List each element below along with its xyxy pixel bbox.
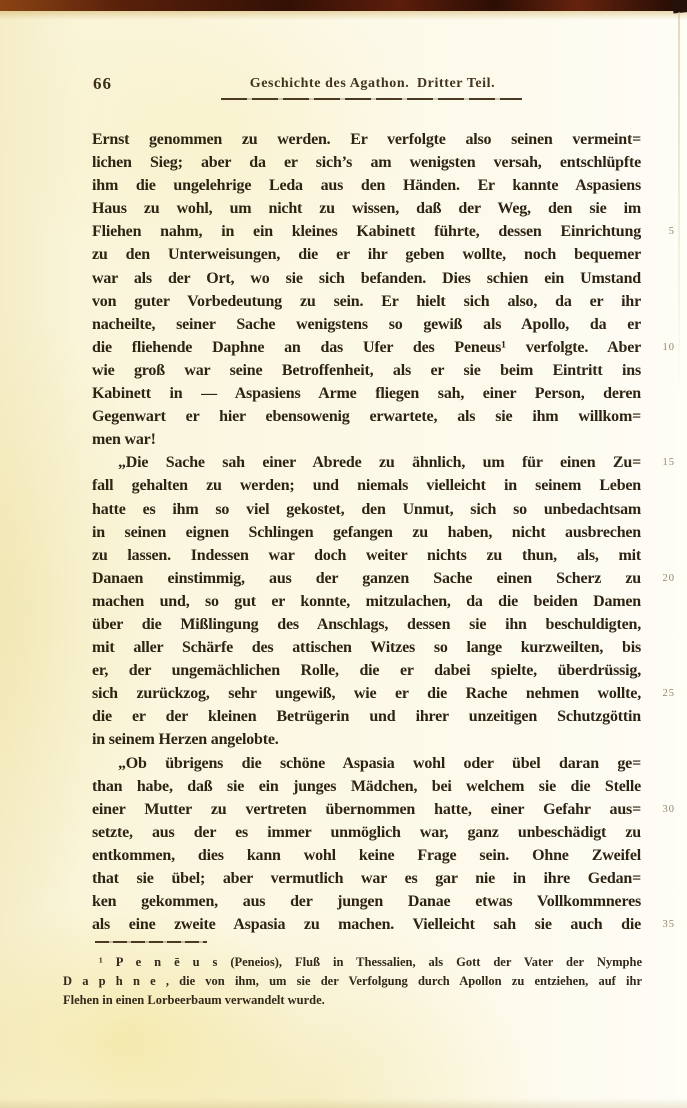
line-text: zu lassen. Indessen war doch weiter nichts zu thun, als, mit: [92, 546, 641, 564]
text-line: [92, 428, 641, 451]
line-text: in seinem Herzen angelobte.: [92, 731, 279, 749]
text-line: [92, 867, 641, 890]
line-text: entkommen, dies kann wohl keine Frage sein. Ohne Zweifel: [92, 846, 641, 864]
line-text: ihm die ungelehrige Leda aus den Händen. Er kannte Aspasiens: [92, 177, 641, 195]
margin-line-number: 5: [668, 226, 675, 238]
line-text: über die Mißlingung des Anschlags, dessen sie ihn beschuldigten,: [92, 615, 641, 633]
text-line: [92, 128, 641, 151]
line-text: machen und, so gut er konnte, mitzulachen, da die beiden Damen: [92, 592, 641, 610]
text-line: [92, 220, 675, 243]
text-line: [92, 913, 675, 936]
margin-line-number: 20: [662, 572, 675, 584]
text-line: [92, 174, 641, 197]
line-text: sich zurückzog, sehr ungewiß, wie er die Rache nehmen wollte,: [92, 685, 641, 703]
footnote: [63, 953, 642, 1010]
text-line: [92, 705, 641, 728]
text-line: [92, 359, 641, 382]
line-text: die er der kleinen Betrügerin und ihrer unzeitigen Schutzgöttin: [92, 708, 641, 726]
line-text: die fliehende Daphne an das Ufer des Peneus¹ verfolgte. Aber: [92, 338, 641, 356]
line-text: Haus zu wohl, um nicht zu wissen, daß der Weg, den sie im: [92, 200, 641, 218]
scan-top-fade: [0, 11, 687, 20]
margin-line-number: 25: [662, 688, 675, 700]
line-text: „Die Sache sah einer Abrede zu ähnlich, um für einen Zu=: [118, 454, 641, 472]
text-line: [92, 613, 641, 636]
line-text: ¹ P e n ē u s (Peneios), Fluß in Thessalien, als Gott der Vater der Nymphe: [99, 955, 642, 969]
text-line: [92, 336, 675, 359]
line-text: einer Mutter zu vertreten übernommen hatte, einer Gefahr aus=: [92, 800, 641, 818]
text-line: [92, 590, 641, 613]
line-text: ken gekommen, aus der jungen Danae etwas Vollkommneres: [92, 893, 641, 911]
line-text: als eine zweite Aspasia zu machen. Vielleicht sah sie auch die: [92, 916, 641, 934]
text-line: [92, 821, 641, 844]
text-line: [92, 521, 641, 544]
line-text: wie groß war seine Betroffenheit, als er sie beim Eintritt ins: [92, 361, 641, 379]
text-line: [92, 290, 641, 313]
line-text: „Ob übrigens die schöne Aspasia wohl oder übel daran ge=: [118, 754, 641, 772]
page-number: 66: [93, 74, 112, 93]
line-text: zu den Unterweisungen, die er ihr geben wollte, noch bequemer: [92, 246, 641, 264]
text-line: [92, 267, 641, 290]
footnote-line: [63, 972, 642, 991]
text-line: [92, 243, 641, 266]
line-text: Ernst genommen zu werden. Er verfolgte also seinen vermeint=: [92, 131, 641, 148]
page-header: [0, 72, 687, 102]
text-line: [92, 405, 641, 428]
text-line: [92, 567, 675, 590]
text-line: [92, 844, 641, 867]
line-text: than habe, daß sie ein junges Mädchen, bei welchem sie die Stelle: [92, 777, 641, 795]
scan-top-edge: [0, 0, 687, 11]
text-line: [92, 890, 641, 913]
running-header-title: Geschichte des Agathon. Dritter Teil.: [249, 76, 496, 91]
line-text: that sie übel; aber vermutlich war es gar nie in ihre Gedan=: [92, 870, 641, 887]
margin-line-number: 15: [662, 457, 675, 469]
text-line: [92, 798, 675, 821]
text-line: [92, 313, 641, 336]
line-text: Danaen einstimmig, aus der ganzen Sache einen Scherz zu: [92, 569, 641, 587]
text-line: [92, 728, 641, 751]
margin-line-number: 30: [662, 803, 675, 815]
line-text: fall gehalten zu werden; und niemals vielleicht in seinem Leben: [92, 477, 641, 495]
line-text: hatte es ihm so viel gekostet, den Unmut, sich so unbedachtsam: [92, 500, 641, 518]
text-line: [92, 197, 641, 220]
margin-line-number: 10: [662, 341, 675, 353]
body-text: [92, 128, 675, 936]
scan-bottom-shade: [0, 1098, 687, 1108]
footnote-line: [63, 953, 642, 972]
line-text: nacheilte, seiner Sache wenigstens so gewiß als Apollo, da er: [92, 315, 641, 333]
footnote-rule: [95, 941, 207, 943]
line-text: lichen Sieg; aber da er sich’s am wenigsten versah, entschlüpfte: [92, 154, 641, 172]
header-rule: [221, 98, 522, 100]
line-text: war als der Ort, wo sie sich befanden. Dies schien ein Umstand: [92, 269, 641, 287]
line-text: mit aller Schärfe des attischen Witzes so lange kurzweilten, bis: [92, 639, 641, 657]
text-line: [92, 451, 675, 474]
line-text: in seinen eignen Schlingen gefangen zu haben, nicht ausbrechen: [92, 523, 641, 541]
line-text: D a p h n e , die von ihm, um sie der Verfolgung durch Apollon zu entziehen, auf ihr: [63, 974, 642, 988]
text-line: [92, 498, 641, 521]
text-line: [92, 775, 641, 798]
line-text: Flehen in einen Lorbeerbaum verwandelt wurde.: [63, 993, 325, 1007]
scan-right-edge-line: [678, 12, 680, 392]
margin-line-number: 35: [662, 919, 675, 931]
line-text: von guter Vorbedeutung zu sein. Er hielt sich also, da er ihr: [92, 292, 641, 310]
line-text: Kabinett in — Aspasiens Arme fliegen sah, einer Person, deren: [92, 385, 641, 403]
line-text: er, der ungemächlichen Rolle, die er dabei spielte, überdrüssig,: [92, 662, 641, 680]
text-line: [92, 636, 641, 659]
text-line: [92, 474, 641, 497]
line-text: setzte, aus der es immer unmöglich war, ganz unbeschädigt zu: [92, 823, 641, 841]
line-text: Fliehen nahm, in ein kleines Kabinett führte, dessen Einrichtung: [92, 223, 641, 241]
text-line: [92, 659, 641, 682]
footnote-line: [63, 991, 642, 1010]
text-line: [92, 151, 641, 174]
text-line: [92, 544, 641, 567]
line-text: men war!: [92, 431, 156, 449]
line-text: Gegenwart er hier ebensowenig erwartete, als sie ihm willkom=: [92, 408, 641, 426]
text-line: [92, 382, 641, 405]
text-line: [92, 752, 641, 775]
text-line: [92, 682, 675, 705]
